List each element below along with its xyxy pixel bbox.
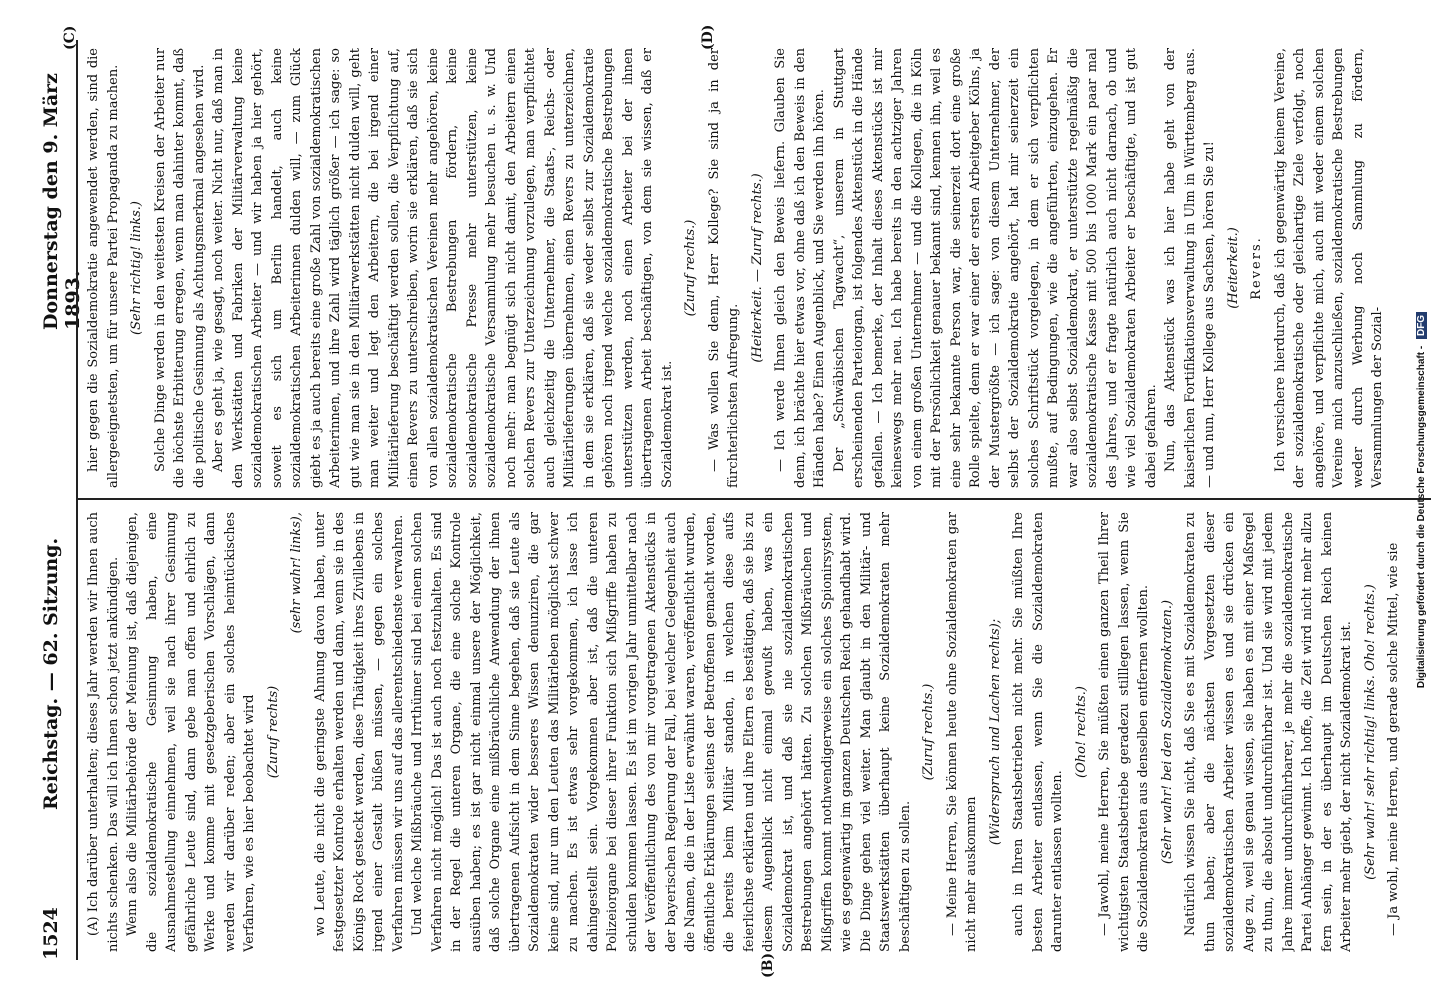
digitization-credit <box>1416 30 1430 970</box>
left-column <box>84 512 1424 952</box>
paragraph: Der „Schwäbischen Tagwacht“, unserem in Stuttgart erscheinenden Parteiorgan, ist folgendes Aktenstück in die Hände gefallen. — Ich bemerke, der Inhalt dieses Aktenstücks ist mir keineswegs mehr neu. Ich habe bereits in den achtziger Jahren von einem großen Unternehmer — und die Kollegen, die in Köln mit der Persönlichkeit genauer bekannt sind, kennen ihn, weil es eine sehr bekannte Person war, die seinerzeit dort eine große Rolle spielte, denn er war einer der ersten Arbeitgeber Kölns, ja der Mustergrößte — ich sage: von diesem Unternehmer, der selbst der Sozialdemokratie angehört, hat mir seinerzeit ein solches Schriftstück vorgelegen, in dem er sich verpflichten mußte, auf Bedingungen, wie die angeführten, einzugehen. Er war also selbst Sozialdemokrat, er unterstützte regelmäßig die sozialdemokratische Kasse mit 500 bis 1000 Mark ein paar mal des Jahres, und er fragte natürlich auch nicht darnach, ob und wie viel Sozialdemokraten Arbeiter er beschäftigte, und ist gut dabei gefahren. <box>831 48 1159 488</box>
paragraph: — Ich werde Ihnen gleich den Beweis liefern. Glauben Sie denn, ich brächte hier etwas vor, ohne daß ich den Beweis in den Händen habe? Einen Augenblick, und Sie werden ihn hören. <box>773 48 827 488</box>
page-header <box>40 40 84 960</box>
interjection: (sehr wahr! links), <box>289 512 304 634</box>
interjection: (Sehr wahr! bei den Sozialdemokraten.) <box>1159 599 1175 865</box>
dfg-logo: DFG <box>1416 312 1427 339</box>
section-heading: Revers. <box>1249 236 1264 300</box>
interjection: (Zuruf rechts) <box>265 685 281 779</box>
column-divider <box>76 498 1431 500</box>
interjection: (Oho! rechts.) <box>1073 686 1089 778</box>
interjection: (Sehr wahr! sehr richtig! links. Oho! rechts.) <box>1362 584 1378 880</box>
paragraph: Ich versichere hierdurch, daß ich gegenwärtig keinem Vereine, der sozialdemokratische oder gleichartige Ziele verfolgt, noch angehöre, und verpflichte mich, auch mit weder einem solchen Vereine mich anzuschließen, sozialdemokratische Bestrebungen weder durch Werbung noch Sammlung zu fördern, Versammlungen der Sozial- <box>1272 48 1385 488</box>
interjection: (Widerspruch und Lachen rechts); <box>987 618 1003 846</box>
interjection: (Heiterkeit. — Zuruf rechts.) <box>749 173 765 363</box>
margin-marker-b: (B) <box>760 952 776 978</box>
paragraph: Natürlich wissen Sie nicht, daß Sie es mit Sozialdemokraten zu thun haben; aber die nächsten Vorgesetzten dieser sozialdemokratischen Arbeiter wissen es und sie drücken ein Auge zu, weil sie genau wissen, sie haben es mit einer Maßregel zu thun, die absolut undurchführbar ist. Und sie wird mit jedem Jahre immer undurchführbarer, je mehr die sozialdemokratische Partei Anhänger gewinnt. Ich hoffe, die Zeit wird nicht mehr allzu fern sein, in der es überhaupt im Deutschen Reich keinen Arbeiter mehr giebt, der nicht Sozialdemokrat ist. <box>1183 512 1354 952</box>
paragraph: Wenn also die Militärbehörde der Meinung ist, daß diejenigen, die sozialdemokratische Gesinnung haben, eine Ausnahmestellung einnehmen, weil sie nach ihrer Gesinnung gefährliche Leute sind, dann gebe man offen und ehrlich zu Werke und komme mit gesetzgeberischen Vorschlägen, dann werden wir darüber reden; aber ein solches heimtückisches Verfahren, wie es hier beobachtet wird <box>125 512 257 952</box>
session-date: Donnerstag den 9. März 1893. <box>40 73 84 330</box>
paragraph: Solche Dinge werden in den weitesten Kreisen der Arbeiter nur die höchste Erbitterung erregen, wenn man dahinter kommt, daß die politische Gesinnung als Achtungsmerkmal angesehen wird. <box>152 48 207 488</box>
interjection: (Zuruf rechts.) <box>683 219 698 317</box>
paragraph: — Ja wohl, meine Herren, und gerade solche Mittel, wie sie <box>1386 542 1401 936</box>
interjection: (Zuruf rechts.) <box>921 683 936 781</box>
interjection: (Sehr richtig! links.) <box>129 201 144 335</box>
paragraph: hier gegen die Sozialdemokratie angewendet werden, sind die allergeeignetsten, um für unsere Partei Propaganda zu machen. <box>86 48 121 488</box>
paragraph: — Was wollen Sie denn, Herr Kollege? Sie sind ja in der fürchterlichsten Aufregung. <box>706 48 741 488</box>
page-number: 1524 <box>40 907 62 960</box>
credit-text: Digitalisierung gefördert durch die Deutsche Forschungsgemeinschaft - <box>1416 345 1427 689</box>
paragraph: Aber es geht ja, wie gesagt, noch weiter. Nicht nur, daß man in den Werkstätten und Fabriken der Militärverwaltung keine sozialdemokratischen Arbeiter — und wir haben ja hier gehört, soweit es sich um Berlin handelt, auch keine sozialdemokratischen Arbeiterinnen dulden will, — zum Glück giebt es ja auch bereits eine große Zahl von sozialdemokratischen Arbeiterinnen, und ihre Zahl wird täglich größer — ich sage: so gut wie man sie in den Militärwerkstätten nicht dulden will, geht man weiter und legt den Arbeitern, die bei irgend einer Militärlieferung beschäftigt werden sollen, die Verpflichtung auf, einen Revers zu unterschreiben, worin sie erklären, daß sie sich von allen sozialdemokratischen Vereinen mehr angehören, keine sozialdemokratische Bestrebungen fördern, keine sozialdemokratische Presse mehr unterstützen, keine sozialdemokratische Versammlung mehr besuchen u. s. w. Und noch mehr: man begnügt sich nicht damit, den Arbeitern einen solchen Revers zur Unterzeichnung vorzulegen, man verpflichtet auch gleichzeitig die Unternehmer, die Staats-, Reichs- oder Militärlieferungen übernehmen, einen Revers zu unterzeichnen, in dem sie erklären, daß sie weder selbst zur Sozialdemokratie gehören noch irgend welche sozialdemokratische Bestrebungen unterstützen werden, noch einen Arbeiter bei der ihnen übertragenen Arbeit beschäftigen, von dem sie wissen, daß er Sozialdemokrat ist. <box>211 48 675 488</box>
interjection: (Heiterkeit.) <box>1225 227 1241 309</box>
paragraph: Nun, das Aktenstück was ich hier habe geht von der kaiserlichen Fortifikationsverwaltung in Ulm in Württemberg aus. — und nun, Herr Kollege aus Sachsen, hören Sie zu! <box>1163 48 1217 488</box>
paragraph: Und welche Mißbräuche und Irrthümer sind bei einem solchen Verfahren nicht möglich! Das ist auch noch festzuhalten. Es sind in der Regel die unteren Organe, die eine solche Kontrole ausüben haben; es ist gar nicht einmal unsere der Möglichkeit, daß solche Organe eine mißbräuchliche Anwendung der ihnen übertragenen Aufsicht in dem Sinne begehen, daß sie Leute als Sozialdemokraten wider besseres Wissen denunziren, die gar keine sind, nur um den Leuten das Militärleben möglichst schwer zu machen. Es ist etwas sehr vorgekommen, ich lasse ich dahingestellt sein. Vorgekommen aber ist, daß die unteren Polizeiorgane bei dieser ihrer Funktion sich Mißgriffe haben zu schulden kommen lassen. Es ist im vorigen Jahr unmittelbar nach der Veröffentlichung des von mir vorgetragenen Aktenstücks in der bayerischen Regierung der Fall, bei welcher Gelegenheit auch die Namen, die in der Liste erwähnt waren, veröffentlicht wurden, öffentliche Erklärungen seitens der Betroffenen gemacht worden, die bereits beim Militär standen, in welchen diese aufs feierlichste erklärten und ihre Eltern es bestätigen, daß sie bis zu diesem Augenblick nicht einmal gewußt haben, was ein Sozialdemokrat ist, und daß sie nie sozialdemokratischen Bestrebungen angehört hätten. Zu solchen Mißbräuchen und Mißgriffen kommt nothwendigerweise ein solches Spionirsystem, wie es gegenwärtig im ganzen Deutschen Reich gehandhabt wird. Die Dinge gehen viel weiter. Man glaubt in den Militär- und Staatswerkstätten überhaupt keine Sozialdemokraten mehr beschäftigen zu sollen. <box>410 512 913 952</box>
margin-marker-c: (C) <box>62 25 78 50</box>
paragraph: — Meine Herren, Sie können heute ohne Sozialdemokraten gar nicht mehr auskommen <box>944 512 979 952</box>
right-column <box>84 48 1424 488</box>
paragraph: auch in Ihren Staatsbetrieben nicht mehr. Sie müßten Ihre besten Arbeiter entlassen, wenn Sie die Sozialdemokraten darunter entlassen wollten. <box>1011 512 1065 952</box>
paragraph: wo Leute, die nicht die geringste Ahnung davon haben, unter festgesetzter Kontrole erhalten werden und dann, wenn sie in des Königs Rock gesteckt werden, diese Thätigkeit ihres Zivillebens in irgend einer Gestalt büßen müssen, — gegen ein solches Verfahren müssen wir uns auf das allerentschiedenste verwahren. <box>312 512 406 952</box>
margin-marker-d: (D) <box>700 24 716 50</box>
paragraph: (A) Ich darüber unterhalten; dieses Jahr werden wir Ihnen auch nichts schenken. Das will ich Ihnen schon jetzt ankündigen. <box>86 512 121 952</box>
paragraph: — Jawohl, meine Herren, Sie müßten einen ganzen Theil Ihrer wichtigsten Staatsbetriebe geradezu stilllegen lassen, wenn Sie die Sozialdemokraten aus denselben entfernen wollten. <box>1097 512 1151 952</box>
session-title: Reichstag. — 62. Sitzung. <box>40 537 62 810</box>
header-rule <box>76 40 78 960</box>
